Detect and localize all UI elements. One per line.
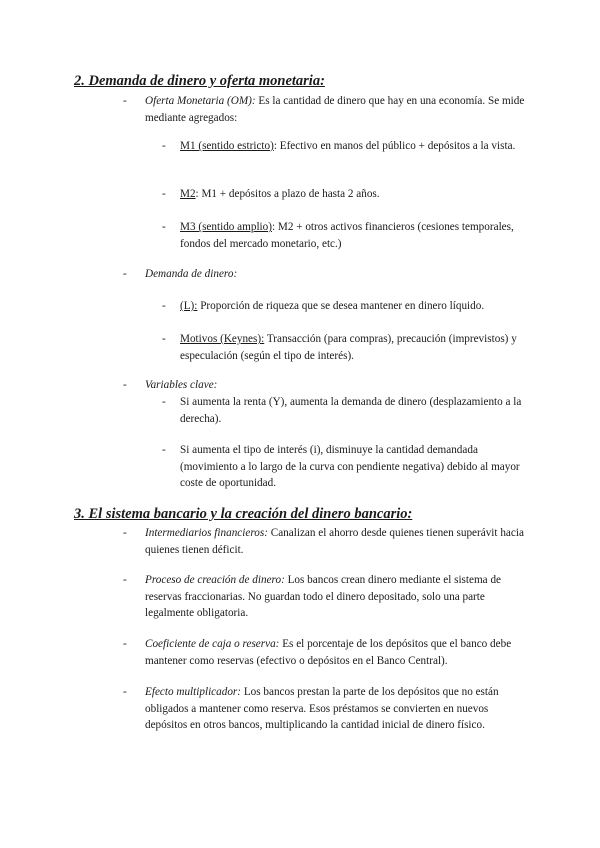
list-item-l: - (L): Proporción de riqueza que se desea mantener en dinero líquido. bbox=[162, 300, 485, 312]
item-label: M3 (sentido amplio) bbox=[180, 221, 272, 233]
item-text: Si aumenta el tipo de interés (i), disminuye la cantidad demandada (movimiento a lo largo de la curva con pendiente negativa) debido al mayor coste de oportunidad. bbox=[180, 444, 520, 489]
item-text: Los bancos crean dinero mediante el sistema de reservas fraccionarias. No guardan todo el dinero depositado, solo una parte legalmente obligatoria. bbox=[145, 574, 502, 619]
item-text: Canalizan el ahorro desde quienes tienen superávit hacia quienes tienen déficit. bbox=[145, 527, 524, 556]
item-label: Oferta Monetaria (OM): bbox=[145, 95, 256, 107]
list-item-coeficiente-caja: - Coeficiente de caja o reserva: Es el porcentaje de los depósitos que el banco debe mantener como reservas (efectivo o depósitos en el Banco Central). bbox=[123, 638, 512, 667]
item-label: M2 bbox=[180, 188, 196, 200]
item-text: Es la cantidad de dinero que hay en una economía. Se mide mediante agregados: bbox=[145, 95, 525, 124]
item-text: Proporción de riqueza que se desea mantener en dinero líquido. bbox=[197, 300, 485, 312]
item-text: : M1 + depósitos a plazo de hasta 2 años. bbox=[195, 188, 380, 200]
item-label: Intermediarios financieros: bbox=[145, 527, 268, 539]
list-item-m2: - M2: M1 + depósitos a plazo de hasta 2 años. bbox=[162, 188, 380, 200]
list-item-efecto-multiplicador: - Efecto multiplicador: Los bancos prestan la parte de los depósitos que no están obligados a mantener como reserva. Esos préstamos se convierten en nuevos depósitos en otros bancos, multiplicando la cantidad inicial de dinero físico. bbox=[123, 686, 499, 731]
item-label: Demanda de dinero: bbox=[145, 268, 238, 280]
item-text: Si aumenta la renta (Y), aumenta la demanda de dinero (desplazamiento a la derecha). bbox=[180, 396, 522, 425]
item-text: Los bancos prestan la parte de los depósitos que no están obligados a mantener como reserva. Esos préstamos se convierten en nuevos depósitos en otros bancos, multiplicando la cantidad inicial de dinero físico. bbox=[145, 686, 499, 731]
item-text: : Efectivo en manos del público + depósitos a la vista. bbox=[273, 140, 516, 152]
list-item-oferta-monetaria: - Oferta Monetaria (OM): Es la cantidad de dinero que hay en una economía. Se mide mediante agregados: bbox=[123, 95, 525, 124]
item-label: M1 (sentido estricto) bbox=[180, 140, 274, 152]
item-label: Variables clave: bbox=[145, 379, 218, 391]
list-item-demanda-dinero: - Demanda de dinero: bbox=[123, 268, 238, 280]
list-item-renta: - Si aumenta la renta (Y), aumenta la demanda de dinero (desplazamiento a la derecha). bbox=[162, 396, 522, 425]
list-item-variables-clave: - Variables clave: bbox=[123, 379, 218, 391]
list-item-intermediarios: - Intermediarios financieros: Canalizan el ahorro desde quienes tienen superávit hacia quienes tienen déficit. bbox=[123, 527, 524, 556]
item-label: Proceso de creación de dinero: bbox=[145, 574, 285, 586]
item-label: Coeficiente de caja o reserva: bbox=[145, 638, 280, 650]
section-heading-demanda-oferta: 2. Demanda de dinero y oferta monetaria: bbox=[74, 73, 325, 89]
item-label: Motivos (Keynes): bbox=[180, 333, 265, 345]
list-item-m1: - M1 (sentido estricto): Efectivo en manos del público + depósitos a la vista. bbox=[162, 140, 516, 152]
item-label: (L): bbox=[180, 300, 198, 312]
item-text: Transacción (para compras), precaución (imprevistos) y especulación (según el tipo de interés). bbox=[180, 333, 517, 362]
list-item-motivos-keynes: - Motivos (Keynes): Transacción (para compras), precaución (imprevistos) y especulación (según el tipo de interés). bbox=[162, 333, 517, 362]
item-label: Efecto multiplicador: bbox=[145, 686, 242, 698]
item-text: Es el porcentaje de los depósitos que el banco debe mantener como reservas (efectivo o depósitos en el Banco Central). bbox=[145, 638, 512, 667]
list-item-tipo-interes: - Si aumenta el tipo de interés (i), disminuye la cantidad demandada (movimiento a lo largo de la curva con pendiente negativa) debido al mayor coste de oportunidad. bbox=[162, 444, 520, 489]
list-item-m3: - M3 (sentido amplio): M2 + otros activos financieros (cesiones temporales, fondos del mercado monetario, etc.) bbox=[162, 221, 514, 250]
item-text: : M2 + otros activos financieros (cesiones temporales, fondos del mercado monetario, etc.) bbox=[180, 221, 514, 250]
list-item-proceso-creacion: - Proceso de creación de dinero: Los bancos crean dinero mediante el sistema de reservas fraccionarias. No guardan todo el dinero depositado, solo una parte legalmente obligatoria. bbox=[123, 574, 502, 619]
section-heading-sistema-bancario: 3. El sistema bancario y la creación del dinero bancario: bbox=[74, 506, 413, 522]
